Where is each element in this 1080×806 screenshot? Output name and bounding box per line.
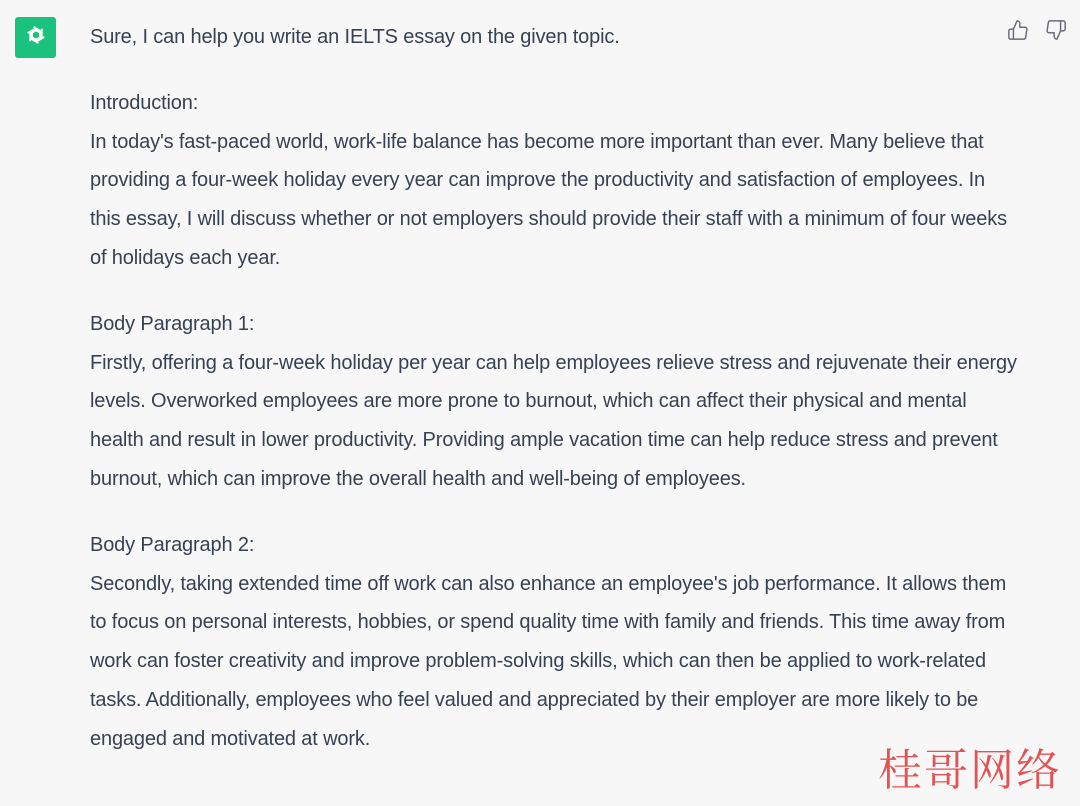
section-heading: Body Paragraph 1: <box>90 312 255 335</box>
assistant-message <box>90 18 1020 786</box>
section-body: Firstly, offering a four-week holiday per year can help employees relieve stress and rejuvenate their energy levels. Overworked employees are more prone to burnout, which can affect their physical and mental health and result in lower productivity. Providing ample vacation time can help reduce stress and prevent burnout, which can improve the overall health and well-being of employees. <box>90 351 1017 490</box>
section-introduction <box>90 84 1020 278</box>
section-body-paragraph-2 <box>90 526 1020 759</box>
watermark: 桂哥网络 <box>878 745 1062 796</box>
section-body: Secondly, taking extended time off work can also enhance an employee's job performance. It allows them to focus on personal interests, hobbies, or spend quality time with family and friends. This time away from work can foster creativity and improve problem-solving skills, which can then be applied to work-related tasks. Additionally, employees who feel valued and appreciated by their employer are more likely to be engaged and motivated at work. <box>90 572 1007 750</box>
openai-logo-icon <box>21 20 51 55</box>
message-intro: Sure, I can help you write an IELTS essay on the given topic. <box>90 26 620 48</box>
section-body: In today's fast-paced world, work-life balance has become more important than ever. Many believe that providing a four-week holiday every year can improve the productivity and satisfaction of employees. In this essay, I will discuss whether or not employers should provide their staff with a minimum of four weeks of holidays each year. <box>90 130 1007 269</box>
section-heading: Body Paragraph 2: <box>90 533 255 556</box>
thumbs-down-icon <box>1045 19 1067 46</box>
section-heading: Introduction: <box>90 91 199 114</box>
assistant-avatar <box>15 17 56 58</box>
section-body-paragraph-1 <box>90 305 1020 499</box>
thumbs-down-button[interactable] <box>1044 20 1068 44</box>
